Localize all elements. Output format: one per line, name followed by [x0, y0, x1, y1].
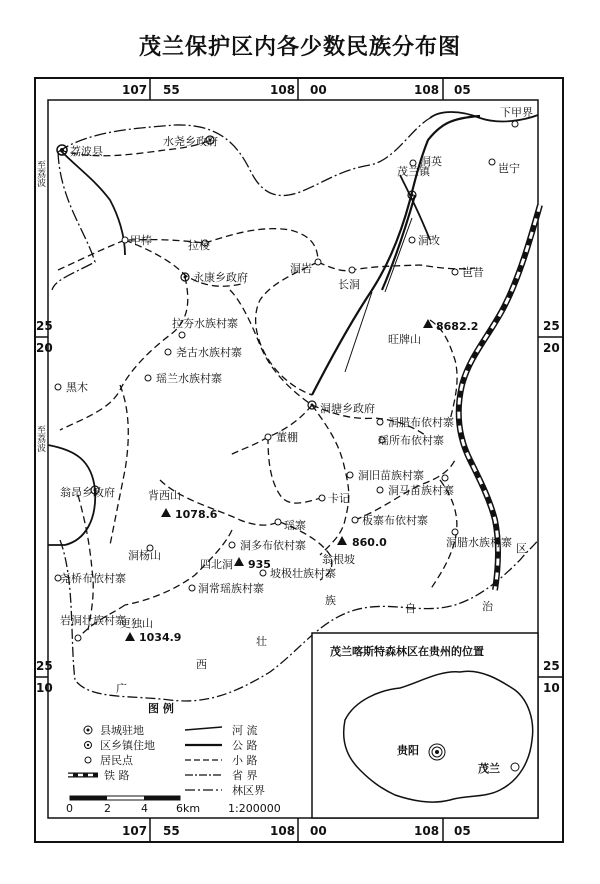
- place-changdong: 长洞: [338, 278, 360, 291]
- place-dongxian: 洞腊布依村寨: [388, 416, 454, 429]
- place-jiaban: 甲棒: [130, 234, 152, 247]
- legend-item-6: 公 路: [232, 739, 258, 752]
- place-wangpai: 旺牌山: [388, 333, 421, 346]
- scale-ratio: 1:200000: [228, 802, 281, 815]
- coord-left-2: 20: [36, 341, 53, 355]
- legend-item-9: 林区界: [232, 784, 265, 797]
- place-yongkang: 永康乡政府: [193, 271, 248, 284]
- scale-tick-1: 2: [104, 802, 111, 815]
- coord-bottom-1: 107: [122, 824, 148, 838]
- place-yaolan: 瑶兰水族村寨: [156, 372, 222, 385]
- legend-item-4: 铁 路: [104, 769, 130, 782]
- place-maolan: 茂兰镇: [397, 165, 430, 178]
- coord-top-6: 05: [454, 83, 471, 97]
- inset-map: [312, 633, 538, 818]
- scale-tick-3: 6km: [176, 802, 201, 815]
- place-xiajiajie: 下甲界: [500, 106, 533, 119]
- legend-title: 图 例: [148, 702, 174, 715]
- peak-label-1: 8682.2: [436, 320, 479, 333]
- edge-label-1: 至荔波: [35, 160, 45, 187]
- region-char-3: 壮: [256, 635, 267, 648]
- peak-label-3: 860.0: [352, 536, 387, 549]
- place-yaozhai: 瑶寨: [284, 519, 306, 532]
- region-char-2: 西: [196, 658, 207, 671]
- coord-bottom-4: 00: [310, 824, 327, 838]
- place-dongma: 洞马苗族村寨: [388, 484, 454, 497]
- coord-bottom-5: 108: [414, 824, 440, 838]
- coord-right-2: 20: [543, 341, 560, 355]
- legend: [68, 701, 265, 797]
- region-char-1: 广: [116, 682, 127, 695]
- place-beixi: 背西山: [148, 489, 181, 502]
- coord-right-1: 25: [543, 319, 560, 333]
- legend-item-3: 居民点: [100, 754, 133, 767]
- place-dongduo: 洞多布依村寨: [240, 539, 306, 552]
- place-gengdu: 更独山: [120, 617, 153, 630]
- place-pojia: 坡极壮族村寨: [270, 567, 336, 580]
- inset-guiyang: 贵阳: [397, 744, 419, 757]
- coord-top-1: 107: [122, 83, 148, 97]
- place-dongai: 洞改: [418, 234, 440, 247]
- peak-label-2: 1078.6: [175, 508, 218, 521]
- township-dots: [94, 139, 414, 492]
- township-markers: [91, 136, 416, 494]
- coord-top-2: 55: [163, 83, 180, 97]
- coord-bottom-3: 108: [270, 824, 296, 838]
- place-dongchang: 洞常瑶族村寨: [198, 582, 264, 595]
- coord-bottom-6: 05: [454, 824, 471, 838]
- place-qiaoning: 岜宁: [498, 162, 520, 175]
- place-dongdan: 洞腊水族村寨: [446, 536, 512, 549]
- place-dongyan: 洞岩: [290, 262, 312, 275]
- place-dongpeng: 董棚: [276, 431, 298, 444]
- region-char-4: 族: [325, 594, 336, 607]
- legend-item-8: 省 界: [232, 769, 258, 782]
- place-kaji: 卡记: [328, 492, 350, 505]
- peak-label-5: 1034.9: [139, 631, 182, 644]
- place-libo: 荔波县: [70, 145, 103, 158]
- legend-item-5: 河 流: [232, 724, 258, 737]
- place-lakang: 拉夯水族村寨: [172, 317, 238, 330]
- legend-item-1: 县城驻地: [100, 724, 144, 737]
- legend-item-7: 小 路: [232, 754, 258, 767]
- coord-right-4: 10: [543, 681, 560, 695]
- place-banzhai: 板寨布依村寨: [362, 514, 428, 527]
- place-heimu: 黑木: [66, 381, 88, 394]
- legend-item-2: 区乡镇住地: [100, 739, 155, 752]
- scale-tick-2: 4: [141, 802, 148, 815]
- place-dongtang: 洞塘乡政府: [320, 402, 375, 415]
- place-sibei: 四北洞: [200, 558, 233, 571]
- place-dongjiu: 洞旧苗族村寨: [358, 469, 424, 482]
- place-dongying: 洞英: [420, 155, 442, 168]
- place-yandong: 岩洞壮族村寨: [60, 614, 126, 627]
- region-char-7: 区: [516, 542, 527, 555]
- place-qiaoxi: 岜昔: [462, 266, 484, 279]
- coord-bottom-2: 55: [163, 824, 180, 838]
- coord-left-1: 25: [36, 319, 53, 333]
- peak-label-4: 935: [248, 558, 271, 571]
- coord-right-3: 25: [543, 659, 560, 673]
- place-yaoqiao: 尧桥布依村寨: [60, 572, 126, 585]
- region-char-5: 自: [405, 602, 416, 615]
- map-title: 茂兰保护区内各少数民族分布图: [138, 35, 461, 60]
- place-yaosuo: 瑶所布依村寨: [378, 434, 444, 447]
- scale-tick-0: 0: [66, 802, 73, 815]
- coord-top-3: 108: [270, 83, 296, 97]
- inset-maolan: 茂兰: [478, 762, 500, 775]
- coord-top-4: 00: [310, 83, 327, 97]
- coord-top-5: 108: [414, 83, 440, 97]
- place-yaogu: 尧古水族村寨: [176, 346, 242, 359]
- place-wengang: 翁昂乡政府: [60, 486, 115, 499]
- place-shuiyao: 水尧乡政府: [163, 135, 218, 148]
- scale-bar: [66, 796, 281, 815]
- place-wengen: 翁根坡: [322, 553, 355, 566]
- region-char-6: 治: [482, 600, 493, 613]
- coord-left-4: 10: [36, 681, 53, 695]
- county-seat-marker: [57, 145, 67, 155]
- coord-left-3: 25: [36, 659, 53, 673]
- village-markers: [55, 121, 518, 641]
- inset-title: 茂兰喀斯特森林区在贵州的位置: [330, 645, 484, 658]
- edge-label-2: 至荔波: [35, 425, 45, 452]
- place-labao: 拉棱: [188, 239, 210, 252]
- place-dongyang: 洞杨山: [128, 549, 161, 562]
